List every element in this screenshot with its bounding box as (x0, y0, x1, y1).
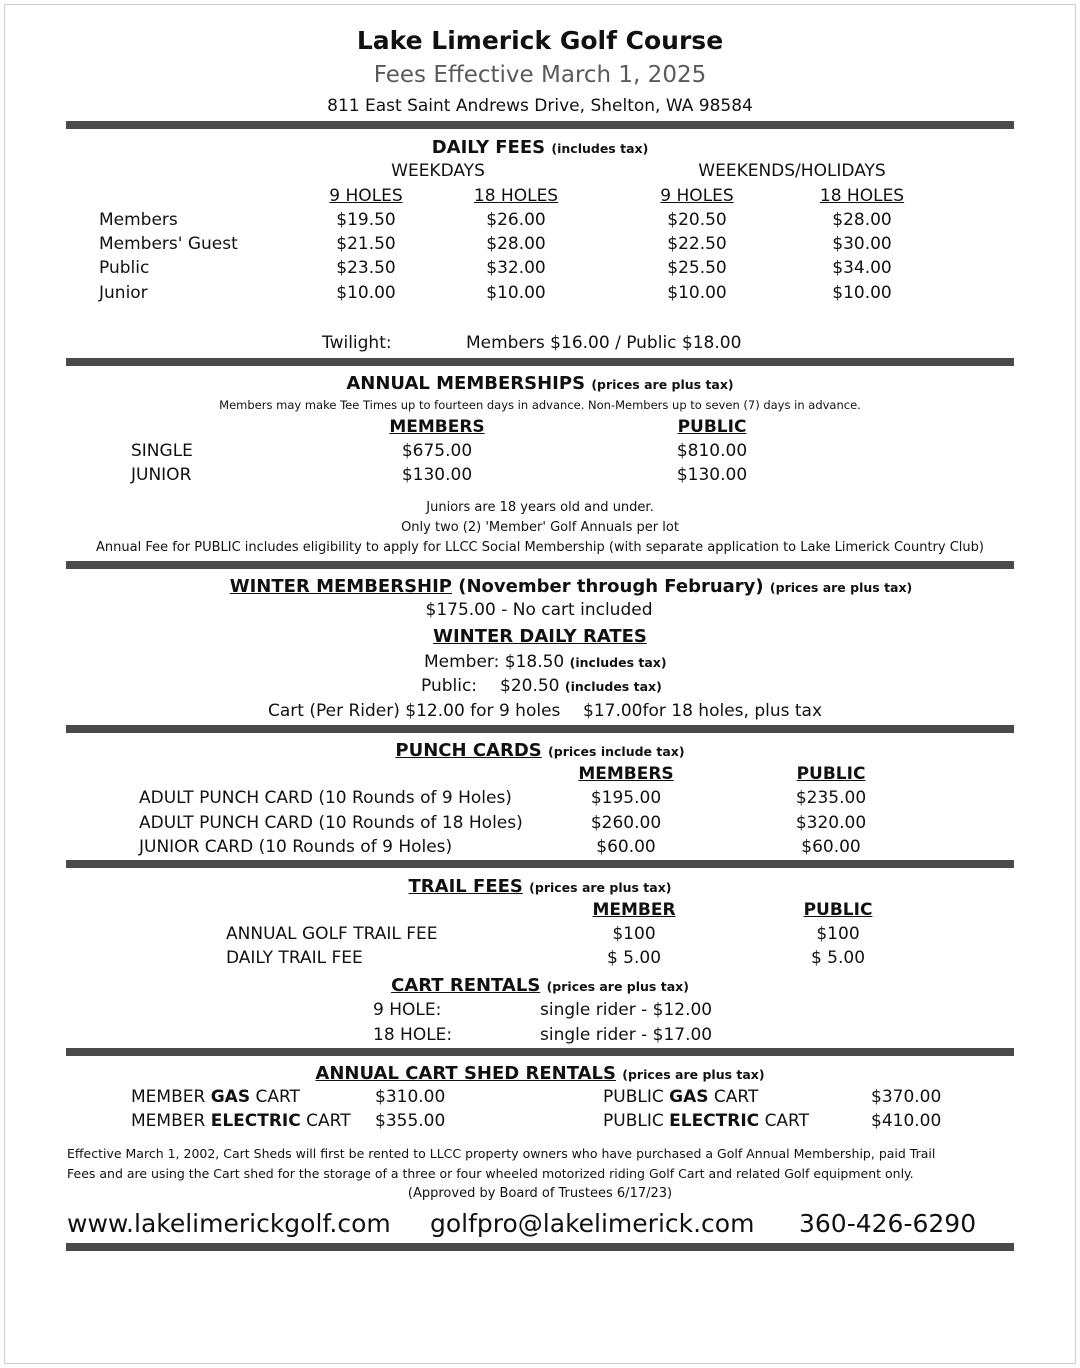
shed-fuel: ELECTRIC (669, 1111, 760, 1131)
winter-note: (prices are plus tax) (769, 580, 913, 595)
daily-cell: $28.00 (832, 210, 892, 230)
approval-note: (Approved by Board of Trustees 6/17/23) (407, 1186, 673, 1201)
winter-membership-title: WINTER MEMBERSHIP (229, 576, 452, 597)
annual-public-header: PUBLIC (677, 417, 747, 437)
punch-cell: $195.00 (590, 788, 662, 808)
shed-cart: CART (306, 1111, 351, 1131)
annual-memberships-heading (346, 373, 733, 394)
public-electric-cart-price: $410.00 (871, 1111, 942, 1131)
daily-fees-note: (includes tax) (551, 141, 649, 156)
effective-date: Fees Effective March 1, 2025 (373, 62, 707, 88)
punch-cell: $60.00 (801, 837, 861, 857)
social-membership-note: Annual Fee for PUBLIC includes eligibility to apply for LLCC Social Membership (with separate application to Lake Limerick Country Club) (96, 540, 984, 555)
trail-cell: $ 5.00 (810, 948, 866, 968)
punch-members-header: MEMBERS (578, 764, 674, 784)
public-gas-cart-price: $370.00 (871, 1087, 942, 1107)
weekends-heading: WEEKENDS/HOLIDAYS (698, 161, 886, 181)
member-annuals-note: Only two (2) 'Member' Golf Annuals per lot (401, 520, 679, 535)
shed-owner: MEMBER (131, 1087, 206, 1107)
trail-cell: $ 5.00 (606, 948, 662, 968)
daily-cell: $10.00 (667, 283, 727, 303)
shed-owner: PUBLIC (603, 1111, 664, 1131)
winter-period: (November through February) (458, 576, 764, 597)
punch-cell: $260.00 (590, 813, 662, 833)
cart-shed-note: (prices are plus tax) (622, 1067, 765, 1082)
cart-rental-value: single rider - $17.00 (540, 1025, 713, 1045)
cart-shed-policy-line-2: Fees and are using the Cart shed for the storage of a three or four wheeled motorized riding Golf Cart and related Golf equipment only. (67, 1166, 914, 1181)
cart-shed-title: ANNUAL CART SHED RENTALS (315, 1063, 616, 1084)
annual-cell: $810.00 (676, 441, 748, 461)
trail-public-header: PUBLIC (803, 900, 873, 920)
twilight-label: Twilight: (322, 333, 392, 353)
cart-rental-label: 18 HOLE: (373, 1025, 453, 1045)
winter-member-rate (424, 652, 667, 672)
punch-row-label: ADULT PUNCH CARD (10 Rounds of 18 Holes) (139, 813, 523, 833)
cart-rentals-title: CART RENTALS (391, 975, 541, 996)
daily-cell: $23.50 (336, 258, 396, 278)
divider (66, 1243, 1014, 1251)
punch-cell: $60.00 (596, 837, 656, 857)
daily-row-label: Junior (99, 283, 148, 303)
annual-members-header: MEMBERS (389, 417, 485, 437)
trail-row-label: DAILY TRAIL FEE (226, 948, 363, 968)
daily-cell: $32.00 (486, 258, 546, 278)
daily-cell: $21.50 (336, 234, 396, 254)
punch-row-label: ADULT PUNCH CARD (10 Rounds of 9 Holes) (139, 788, 512, 808)
daily-fees-heading (432, 137, 649, 158)
shed-owner: MEMBER (131, 1111, 206, 1131)
daily-cell: $10.00 (486, 283, 546, 303)
shed-cart: CART (713, 1087, 759, 1107)
daily-cell: $19.50 (336, 210, 396, 230)
member-electric-cart-price: $355.00 (375, 1111, 446, 1131)
trail-fees-note: (prices are plus tax) (529, 880, 672, 895)
daily-row-label: Members' Guest (99, 234, 238, 254)
divider (66, 725, 1014, 733)
punch-row-label: JUNIOR CARD (10 Rounds of 9 Holes) (139, 837, 453, 857)
weekday-18-holes-header: 18 HOLES (473, 186, 559, 206)
daily-cell: $10.00 (336, 283, 396, 303)
cart-rental-label: 9 HOLE: (373, 1000, 442, 1020)
punch-public-header: PUBLIC (796, 764, 866, 784)
trail-cell: $100 (816, 924, 860, 944)
punch-cards-note: (prices include tax) (548, 744, 685, 759)
includes-tax-note: (includes tax) (569, 655, 667, 670)
punch-cards-title: PUNCH CARDS (395, 740, 542, 761)
daily-fees-title: DAILY FEES (431, 137, 546, 158)
page-title: Lake Limerick Golf Course (356, 26, 724, 55)
cart-rentals-note: (prices are plus tax) (546, 979, 689, 994)
trail-cell: $100 (612, 924, 656, 944)
winter-member-label: Member: (424, 652, 500, 672)
winter-membership-heading (230, 576, 913, 597)
punch-cell: $235.00 (795, 788, 867, 808)
annual-memberships-title: ANNUAL MEMBERSHIPS (346, 373, 586, 394)
junior-age-note: Juniors are 18 years old and under. (426, 500, 654, 515)
daily-cell: $22.50 (667, 234, 727, 254)
annual-memberships-note: (prices are plus tax) (591, 377, 734, 392)
weekend-18-holes-header: 18 HOLES (819, 186, 905, 206)
winter-public-rate (500, 676, 662, 696)
winter-public-value: $20.50 (500, 676, 560, 696)
phone-number[interactable]: 360-426-6290 (799, 1209, 977, 1238)
website-link[interactable]: www.lakelimerickgolf.com (67, 1209, 391, 1238)
weekday-9-holes-header: 9 HOLES (329, 186, 403, 206)
annual-cell: $675.00 (401, 441, 473, 461)
shed-owner: PUBLIC (603, 1087, 664, 1107)
member-electric-cart-label (131, 1111, 351, 1131)
divider (66, 1048, 1014, 1056)
weekend-9-holes-header: 9 HOLES (660, 186, 734, 206)
email-link[interactable]: golfpro@lakelimerick.com (430, 1209, 755, 1238)
member-gas-cart-price: $310.00 (375, 1087, 446, 1107)
shed-fuel: GAS (669, 1087, 709, 1107)
divider (66, 358, 1014, 366)
daily-cell: $20.50 (667, 210, 727, 230)
daily-cell: $25.50 (667, 258, 727, 278)
includes-tax-note: (includes tax) (564, 679, 662, 694)
winter-cart-18: $17.00for 18 holes, plus tax (583, 701, 823, 721)
daily-cell: $10.00 (832, 283, 892, 303)
annual-cell: $130.00 (676, 465, 748, 485)
divider (66, 561, 1014, 569)
punch-cell: $320.00 (795, 813, 867, 833)
shed-fuel: GAS (210, 1087, 251, 1107)
shed-fuel: ELECTRIC (210, 1111, 301, 1131)
shed-cart: CART (764, 1111, 810, 1131)
cart-rentals-heading (391, 975, 689, 996)
annual-row-label: SINGLE (131, 441, 193, 461)
cart-shed-heading (315, 1063, 764, 1084)
public-electric-cart-label (603, 1111, 809, 1131)
trail-fees-heading (409, 876, 672, 897)
shed-cart: CART (255, 1087, 300, 1107)
trail-row-label: ANNUAL GOLF TRAIL FEE (226, 924, 438, 944)
winter-cart-9: Cart (Per Rider) $12.00 for 9 holes (268, 701, 561, 721)
divider (66, 121, 1014, 129)
public-gas-cart-label (603, 1087, 758, 1107)
cart-rental-value: single rider - $12.00 (540, 1000, 713, 1020)
annual-row-label: JUNIOR (131, 465, 192, 485)
daily-row-label: Members (99, 210, 178, 230)
punch-cards-heading (395, 740, 684, 761)
divider (66, 860, 1014, 868)
daily-cell: $26.00 (486, 210, 546, 230)
address: 811 East Saint Andrews Drive, Shelton, WA 98584 (327, 96, 753, 116)
annual-cell: $130.00 (401, 465, 473, 485)
member-gas-cart-label (131, 1087, 300, 1107)
daily-cell: $30.00 (832, 234, 892, 254)
cart-shed-policy-line-1: Effective March 1, 2002, Cart Sheds will first be rented to LLCC property owners who have purchased a Golf Annual Membership, paid Trail (67, 1146, 936, 1161)
trail-fees-title: TRAIL FEES (408, 876, 523, 897)
twilight-value: Members $16.00 / Public $18.00 (466, 333, 742, 353)
weekdays-heading: WEEKDAYS (391, 161, 485, 181)
daily-cell: $34.00 (832, 258, 892, 278)
trail-member-header: MEMBER (592, 900, 676, 920)
tee-times-note: Members may make Tee Times up to fourteen days in advance. Non-Members up to seven (7) days in advance. (219, 398, 861, 412)
winter-price: $175.00 - No cart included (425, 600, 653, 620)
winter-daily-rates-heading: WINTER DAILY RATES (433, 626, 647, 647)
daily-row-label: Public (99, 258, 150, 278)
winter-member-value: $18.50 (504, 652, 565, 672)
daily-cell: $28.00 (486, 234, 546, 254)
winter-public-label: Public: (421, 676, 478, 696)
